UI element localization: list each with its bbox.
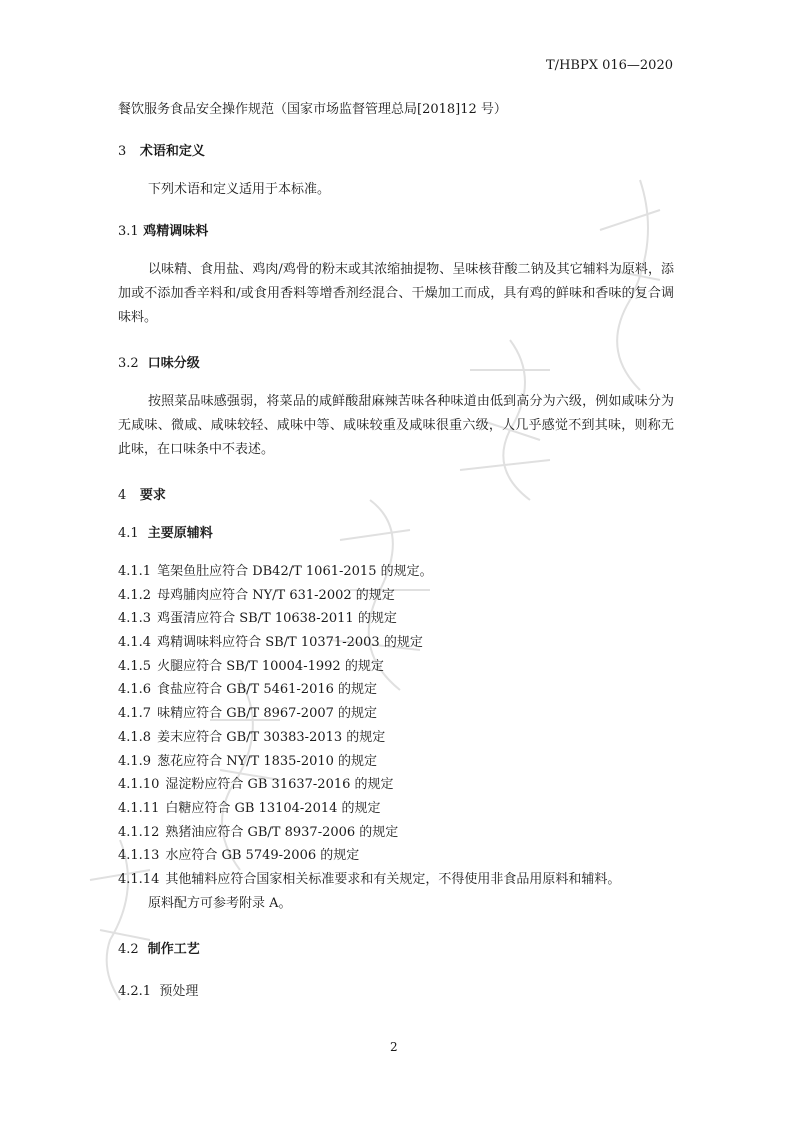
standard-code: T/HBPX 016—2020 [546, 58, 673, 73]
list-item: 4.1.3 鸡蛋清应符合 SB/T 10638-2011 的规定 [118, 611, 397, 627]
list-item: 4.1.9 葱花应符合 NY/T 1835-2010 的规定 [118, 753, 378, 769]
list-item: 4.1.12 熟猪油应符合 GB/T 8937-2006 的规定 [118, 824, 399, 840]
section-number: 3.2 [118, 356, 139, 371]
section-number: 4 [118, 488, 127, 503]
section-number: 4.1 [118, 526, 139, 541]
terms-intro-paragraph [118, 178, 674, 202]
list-item: 4.1.7 味精应符合 GB/T 8967-2007 的规定 [118, 706, 378, 722]
subsection-number: 4.2.1 [118, 984, 152, 999]
section-heading-4-2 [118, 938, 200, 957]
chicken-essence-paragraph [118, 258, 674, 330]
paragraph-text: 按照菜品味感强弱，将菜品的咸鲜酸甜麻辣苦味各种味道由低到高分为六级，例如咸味分为无咸味、微咸、咸味较轻、咸味中等、咸味较重及咸味很重六级，人几乎感觉不到其味，则称无此味，在口味条中不表述。 [118, 394, 674, 457]
reference-line: 餐饮服务食品安全操作规范（国家市场监督管理总局[2018]12 号） [118, 102, 507, 117]
section-heading-4 [118, 484, 166, 503]
section-number: 3.1 [118, 224, 139, 239]
list-item: 4.1.14 其他辅料应符合国家相关标准要求和有关规定，不得使用非食品用原料和辅料。 [118, 871, 621, 887]
section-title: 要求 [139, 488, 166, 503]
subsection-title: 预处理 [159, 984, 199, 999]
subsection-4-2-1 [118, 980, 198, 999]
section-number: 4.2 [118, 942, 139, 957]
section-heading-4-1 [118, 522, 213, 541]
section-title: 术语和定义 [139, 144, 205, 159]
list-item: 4.1.8 姜末应符合 GB/T 30383-2013 的规定 [118, 729, 386, 745]
list-item: 4.1.13 水应符合 GB 5749-2006 的规定 [118, 848, 360, 864]
section-title: 鸡精调味料 [143, 224, 209, 239]
list-item: 4.1.5 火腿应符合 SB/T 10004-1992 的规定 [118, 658, 384, 674]
list-item: 4.1.6 食盐应符合 GB/T 5461-2016 的规定 [118, 682, 378, 698]
section-number: 3 [118, 144, 127, 159]
materials-list [118, 560, 620, 916]
section-title: 主要原辅料 [147, 526, 213, 541]
list-item: 4.1.2 母鸡脯肉应符合 NY/T 631-2002 的规定 [118, 587, 395, 603]
list-item: 4.1.11 白糖应符合 GB 13104-2014 的规定 [118, 800, 381, 816]
page-number: 2 [390, 1040, 398, 1054]
list-item: 4.1.1 笔架鱼肚应符合 DB42/T 1061-2015 的规定。 [118, 564, 433, 579]
section-heading-3-2 [118, 352, 200, 371]
materials-note: 原料配方可参考附录 A。 [148, 895, 292, 911]
list-item: 4.1.10 湿淀粉应符合 GB 31637-2016 的规定 [118, 777, 394, 793]
paragraph-text: 以味精、食用盐、鸡肉/鸡骨的粉末或其浓缩抽提物、呈味核苷酸二钠及其它辅料为原料，添加或不添加香辛料和/或食用香料等增香剂经混合、干燥加工而成，具有鸡的鲜味和香味的复合调味料。 [118, 262, 674, 325]
section-title: 制作工艺 [147, 942, 200, 957]
section-heading-3-1 [118, 220, 208, 239]
list-item: 4.1.4 鸡精调味料应符合 SB/T 10371-2003 的规定 [118, 635, 423, 651]
paragraph-text: 下列术语和定义适用于本标准。 [148, 182, 331, 197]
taste-grading-paragraph [118, 390, 674, 462]
section-title: 口味分级 [147, 356, 200, 371]
section-heading-3 [118, 140, 205, 159]
